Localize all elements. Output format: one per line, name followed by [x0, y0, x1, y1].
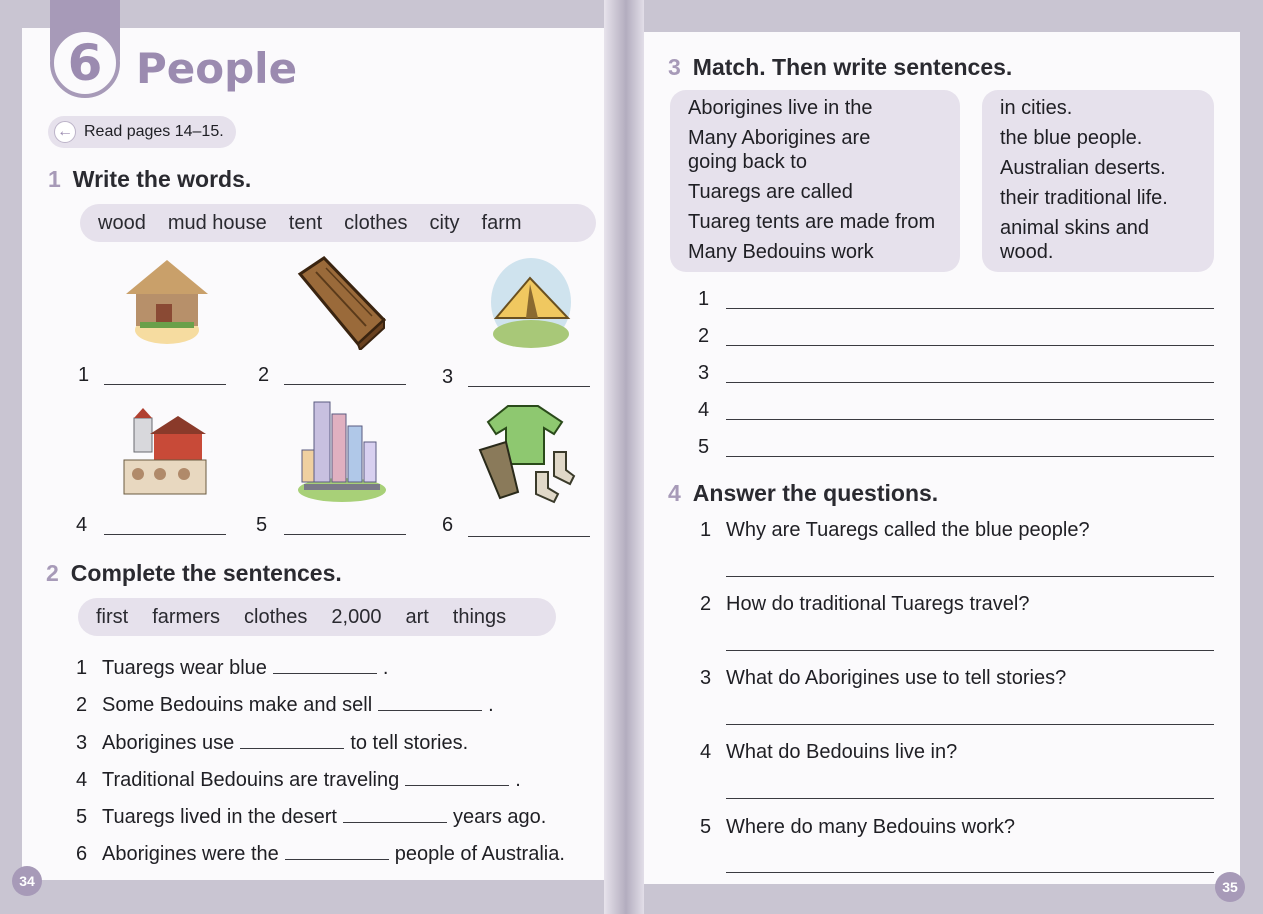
write-line[interactable]: [726, 308, 1214, 309]
exercise-2-heading: [46, 560, 342, 587]
question-item: [700, 667, 1066, 690]
page-number-left: 34: [12, 866, 42, 896]
answer-line[interactable]: [104, 384, 226, 385]
unit-title: People: [136, 44, 298, 93]
sentence-text: to tell stories.: [350, 732, 469, 754]
sentence-gap[interactable]: [378, 693, 482, 711]
sentence-text: .: [382, 657, 389, 679]
write-line[interactable]: [726, 419, 1214, 420]
sentence-text: Tuaregs wear blue: [102, 657, 267, 679]
word-box-item: city: [429, 211, 460, 234]
write-line[interactable]: [726, 345, 1214, 346]
sentence-number: 2: [76, 694, 88, 716]
answer-line[interactable]: [468, 386, 590, 387]
exercise-1-word-box: [80, 204, 596, 242]
clothes-icon: [478, 400, 578, 504]
exercise-4-heading: [668, 480, 938, 507]
question-number: 5: [700, 816, 712, 838]
exercise-3-heading: [668, 54, 1012, 81]
sentence-text: Tuaregs lived in the desert: [102, 806, 337, 828]
unit-number-badge: [50, 28, 120, 98]
blank-number: 2: [258, 364, 270, 386]
read-pages-text: Read pages 14–15.: [84, 123, 224, 140]
page-number-right: 35: [1215, 872, 1245, 902]
write-line-number: 5: [698, 436, 710, 458]
write-line[interactable]: [726, 382, 1214, 383]
write-line-number: 1: [698, 288, 710, 310]
word-box-item: art: [405, 605, 429, 628]
write-line[interactable]: [726, 456, 1214, 457]
blank-number: 4: [76, 514, 88, 536]
write-line-number: 2: [698, 325, 710, 347]
write-line-number: 4: [698, 399, 710, 421]
word-box-item: things: [452, 605, 507, 628]
word-box-item: 2,000: [331, 605, 382, 628]
sentence-gap[interactable]: [273, 656, 377, 674]
sentence-number: 1: [76, 657, 88, 679]
blank-number: 3: [442, 366, 454, 388]
sentence-number: 4: [76, 769, 88, 791]
question-number: 1: [700, 519, 712, 541]
question-text: Why are Tuaregs called the blue people?: [726, 519, 1090, 541]
farm-icon: [120, 402, 210, 498]
word-box-item: clothes: [244, 605, 308, 628]
exercise-4-title: Answer the questions.: [692, 480, 939, 506]
tent-icon: [486, 254, 576, 350]
question-text: Where do many Bedouins work?: [726, 816, 1016, 838]
answer-line[interactable]: [726, 650, 1214, 651]
exercise-1-number: 1: [48, 166, 61, 192]
sentence-text: Aborigines use: [102, 732, 235, 754]
match-left-item: Aborigines live in the: [688, 97, 873, 119]
read-pages-pill: [48, 116, 236, 148]
match-right-item: animal skins and wood.: [1000, 217, 1149, 263]
sentence-item: [76, 842, 565, 866]
sentence-item: [76, 693, 494, 717]
blank-number: 5: [256, 514, 268, 536]
word-box-item: mud house: [167, 211, 267, 234]
answer-line[interactable]: [104, 534, 226, 535]
answer-line[interactable]: [726, 724, 1214, 725]
exercise-3-number: 3: [668, 54, 681, 80]
arrow-left-icon: ←: [54, 121, 76, 143]
answer-line[interactable]: [726, 872, 1214, 873]
question-item: [700, 816, 1015, 839]
match-right-item: their traditional life.: [1000, 187, 1168, 209]
wood-icon: [296, 254, 388, 350]
exercise-1-heading: [48, 166, 251, 193]
word-box-item: wood: [98, 211, 146, 234]
exercise-2-title: Complete the sentences.: [70, 560, 342, 586]
exercise-2-word-box: [78, 598, 556, 636]
city-icon: [296, 398, 388, 504]
word-box-item: first: [96, 605, 129, 628]
match-right-item: in cities.: [1000, 97, 1073, 119]
sentence-item: [76, 805, 546, 829]
word-box-item: tent: [288, 211, 323, 234]
sentence-number: 5: [76, 806, 88, 828]
sentence-text: .: [488, 694, 494, 716]
hut-icon: [122, 256, 212, 346]
sentence-item: [76, 731, 468, 755]
answer-line[interactable]: [468, 536, 590, 537]
sentence-gap[interactable]: [343, 805, 447, 823]
match-left-box: [670, 90, 960, 272]
sentence-text: Aborigines were the: [102, 843, 279, 865]
exercise-3-title: Match. Then write sentences.: [692, 54, 1013, 80]
match-left-item: Tuaregs are called: [688, 181, 853, 203]
question-item: [700, 519, 1090, 542]
match-left-item: Many Aborigines are going back to: [688, 127, 871, 173]
question-item: [700, 741, 957, 764]
question-number: 3: [700, 667, 712, 689]
exercise-4-number: 4: [668, 480, 681, 506]
match-right-box: [982, 90, 1214, 272]
sentence-number: 6: [76, 843, 88, 865]
sentence-item: [76, 768, 521, 792]
sentence-gap[interactable]: [405, 768, 509, 786]
answer-line[interactable]: [726, 798, 1214, 799]
blank-number: 6: [442, 514, 454, 536]
match-left-item: Many Bedouins work: [688, 241, 874, 263]
sentence-gap[interactable]: [285, 842, 389, 860]
exercise-2-number: 2: [46, 560, 59, 586]
word-box-item: farmers: [152, 605, 221, 628]
sentence-text: people of Australia.: [394, 843, 565, 865]
word-box-item: farm: [481, 211, 522, 234]
word-box-item: clothes: [344, 211, 408, 234]
match-left-item: Tuareg tents are made from: [688, 211, 936, 233]
question-text: What do Bedouins live in?: [726, 741, 958, 763]
answer-line[interactable]: [284, 534, 406, 535]
answer-line[interactable]: [726, 576, 1214, 577]
sentence-text: Some Bedouins make and sell: [102, 694, 373, 716]
question-text: What do Aborigines use to tell stories?: [726, 667, 1067, 689]
book-spine: [604, 0, 644, 914]
sentence-gap[interactable]: [240, 731, 344, 749]
sentence-text: Traditional Bedouins are traveling: [102, 769, 400, 791]
blank-number: 1: [78, 364, 90, 386]
question-text: How do traditional Tuaregs travel?: [726, 593, 1030, 615]
unit-number: 6: [67, 34, 103, 92]
match-right-item: Australian deserts.: [1000, 157, 1166, 179]
question-number: 4: [700, 741, 712, 763]
write-line-number: 3: [698, 362, 710, 384]
question-number: 2: [700, 593, 712, 615]
sentence-text: years ago.: [452, 806, 547, 828]
answer-line[interactable]: [284, 384, 406, 385]
sentence-item: [76, 656, 388, 680]
sentence-number: 3: [76, 732, 88, 754]
sentence-text: .: [515, 769, 521, 791]
question-item: [700, 593, 1030, 616]
match-right-item: the blue people.: [1000, 127, 1143, 149]
exercise-1-title: Write the words.: [72, 166, 252, 192]
